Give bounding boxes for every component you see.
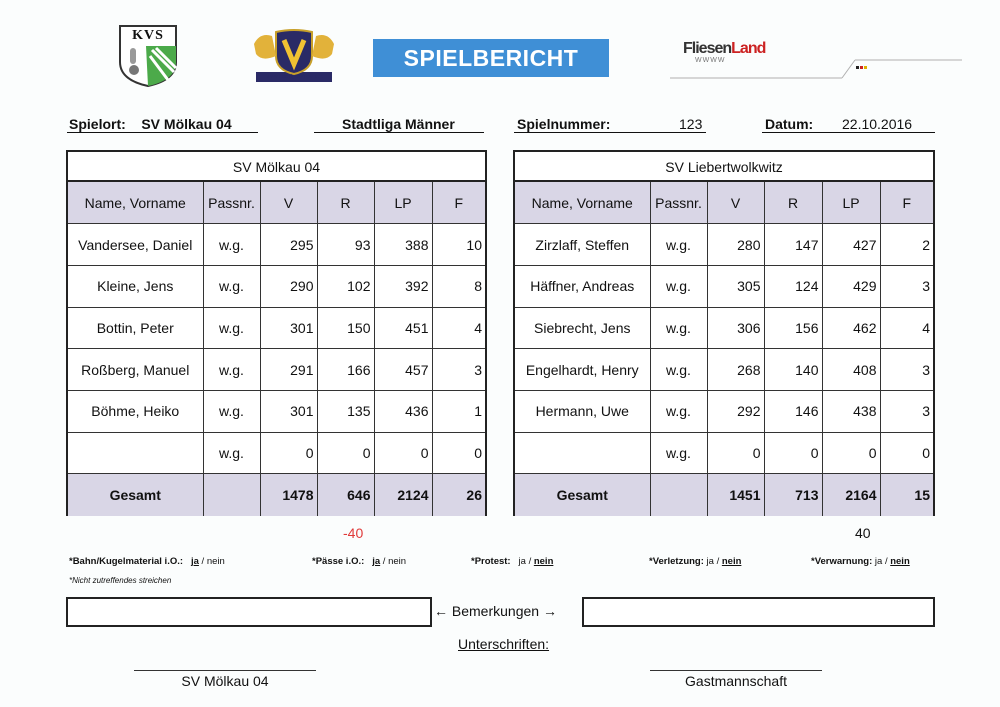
player-v: 301	[260, 307, 317, 349]
player-name	[515, 432, 650, 474]
home-total-row	[68, 474, 485, 516]
table-row	[68, 432, 485, 474]
home-header-row	[68, 182, 485, 224]
player-f: 3	[880, 349, 933, 391]
home-signature-line[interactable]	[134, 670, 316, 671]
player-passnr: w.g.	[203, 265, 260, 307]
player-f: 3	[432, 349, 485, 391]
player-r: 166	[317, 349, 374, 391]
total-f: 26	[432, 474, 485, 516]
col-passnr: Passnr.	[650, 182, 707, 224]
player-passnr: w.g.	[650, 224, 707, 266]
kvs-logo	[116, 22, 180, 88]
player-f: 0	[880, 432, 933, 474]
guest-team-name: SV Liebertwolkwitz	[515, 152, 933, 182]
spielnummer-underline	[514, 132, 706, 133]
player-f: 4	[432, 307, 485, 349]
player-r: 156	[764, 307, 822, 349]
sponsor-subline: WWWW	[695, 57, 726, 64]
player-lp: 427	[822, 224, 880, 266]
player-v: 292	[707, 390, 764, 432]
sponsor-decor-lines	[670, 52, 962, 82]
datum-value: 22.10.2016	[842, 116, 913, 132]
table-row	[515, 224, 933, 266]
player-r: 140	[764, 349, 822, 391]
player-f: 3	[880, 265, 933, 307]
col-name: Name, Vorname	[68, 182, 203, 224]
player-name: Siebrecht, Jens	[515, 307, 650, 349]
player-passnr: w.g.	[203, 390, 260, 432]
player-lp: 438	[822, 390, 880, 432]
spielort-label: Spielort:	[69, 116, 126, 132]
player-f: 0	[432, 432, 485, 474]
table-row	[515, 432, 933, 474]
table-row	[68, 265, 485, 307]
table-row	[68, 224, 485, 266]
player-name: Bottin, Peter	[68, 307, 203, 349]
paesse-ja[interactable]: ja	[372, 556, 381, 567]
player-r: 150	[317, 307, 374, 349]
bahn-label: *Bahn/Kugelmaterial i.O.:	[69, 556, 184, 567]
player-v: 0	[260, 432, 317, 474]
spielnummer-value: 123	[679, 116, 703, 132]
player-passnr: w.g.	[203, 349, 260, 391]
verwarnung-nein[interactable]: nein	[890, 556, 910, 567]
protest-nein[interactable]: nein	[533, 556, 554, 567]
player-name: Engelhardt, Henry	[515, 349, 650, 391]
total-r: 713	[764, 474, 822, 516]
protest-check	[471, 556, 553, 567]
player-passnr: w.g.	[203, 224, 260, 266]
player-lp: 0	[374, 432, 432, 474]
player-v: 301	[260, 390, 317, 432]
home-team-table	[66, 150, 487, 516]
player-f: 10	[432, 224, 485, 266]
liga-value: Stadtliga Männer	[342, 116, 455, 132]
player-passnr: w.g.	[650, 349, 707, 391]
table-row	[68, 390, 485, 432]
verwarnung-ja[interactable]: ja	[874, 556, 883, 567]
player-v: 305	[707, 265, 764, 307]
spielort-value: SV Mölkau 04	[141, 116, 232, 132]
paesse-label: *Pässe i.O.:	[312, 556, 365, 567]
guest-remarks-box[interactable]	[582, 597, 935, 627]
col-f: F	[880, 182, 933, 224]
verletzung-ja[interactable]: ja	[706, 556, 714, 567]
player-passnr: w.g.	[650, 390, 707, 432]
player-name: Vandersee, Daniel	[68, 224, 203, 266]
player-lp: 388	[374, 224, 432, 266]
home-difference: -40	[343, 525, 364, 541]
player-name: Häffner, Andreas	[515, 265, 650, 307]
verwarnung-slash: /	[884, 556, 888, 567]
liga-field	[342, 116, 455, 132]
bahn-slash: /	[201, 556, 205, 567]
remarks-label: ← Bemerkungen →	[434, 603, 557, 619]
player-r: 102	[317, 265, 374, 307]
page-title: SPIELBERICHT	[373, 39, 609, 77]
datum-field	[765, 116, 813, 132]
total-lp: 2124	[374, 474, 432, 516]
player-f: 1	[432, 390, 485, 432]
protest-label: *Protest:	[471, 556, 511, 567]
player-lp: 392	[374, 265, 432, 307]
player-r: 135	[317, 390, 374, 432]
player-r: 124	[764, 265, 822, 307]
spielnummer-label: Spielnummer:	[517, 116, 611, 132]
guest-header-row	[515, 182, 933, 224]
datum-underline	[762, 132, 935, 133]
player-f: 2	[880, 224, 933, 266]
col-passnr: Passnr.	[203, 182, 260, 224]
player-passnr: w.g.	[203, 307, 260, 349]
player-name	[68, 432, 203, 474]
player-v: 268	[707, 349, 764, 391]
col-f: F	[432, 182, 485, 224]
total-label: Gesamt	[68, 474, 203, 516]
home-team-name: SV Mölkau 04	[68, 152, 485, 182]
kvs-logo-text: KVS	[132, 28, 164, 43]
verletzung-label: *Verletzung:	[649, 556, 704, 567]
player-r: 0	[317, 432, 374, 474]
player-lp: 408	[822, 349, 880, 391]
verwarnung-check	[811, 556, 910, 567]
sponsor-logo-part-a: Fliesen	[683, 40, 732, 57]
verletzung-slash: /	[716, 556, 720, 567]
player-name: Roßberg, Manuel	[68, 349, 203, 391]
player-name: Hermann, Uwe	[515, 390, 650, 432]
player-r: 147	[764, 224, 822, 266]
table-row	[515, 265, 933, 307]
bahn-ja[interactable]: ja	[190, 556, 199, 567]
guest-difference: 40	[855, 525, 871, 541]
total-label: Gesamt	[515, 474, 650, 516]
spielort-underline	[67, 132, 258, 133]
total-passnr	[650, 474, 707, 516]
player-passnr: w.g.	[203, 432, 260, 474]
player-name: Böhme, Heiko	[68, 390, 203, 432]
crest-caption: www Leipziger Kegel e.V.	[266, 74, 324, 80]
player-v: 291	[260, 349, 317, 391]
paesse-nein[interactable]: nein	[388, 556, 407, 567]
guest-signature-line[interactable]	[650, 670, 822, 671]
player-v: 295	[260, 224, 317, 266]
col-lp: LP	[374, 182, 432, 224]
home-remarks-box[interactable]	[66, 597, 432, 627]
total-f: 15	[880, 474, 933, 516]
guest-team-table	[513, 150, 935, 516]
player-lp: 436	[374, 390, 432, 432]
player-r: 146	[764, 390, 822, 432]
player-f: 8	[432, 265, 485, 307]
player-v: 280	[707, 224, 764, 266]
bahn-check	[69, 556, 225, 567]
col-v: V	[260, 182, 317, 224]
guest-signature-name: Gastmannschaft	[685, 673, 787, 689]
signatures-label: Unterschriften:	[458, 636, 550, 652]
total-r: 646	[317, 474, 374, 516]
table-row	[68, 307, 485, 349]
verletzung-check	[649, 556, 741, 567]
player-r: 0	[764, 432, 822, 474]
total-passnr	[203, 474, 260, 516]
paesse-check	[312, 556, 406, 567]
total-lp: 2164	[822, 474, 880, 516]
table-row	[515, 349, 933, 391]
spielnummer-field	[517, 116, 610, 132]
sponsor-logo-part-b: Land	[731, 40, 766, 57]
table-row	[515, 307, 933, 349]
player-name: Kleine, Jens	[68, 265, 203, 307]
player-f: 3	[880, 390, 933, 432]
player-name: Zirzlaff, Steffen	[515, 224, 650, 266]
table-row	[515, 390, 933, 432]
player-passnr: w.g.	[650, 432, 707, 474]
col-r: R	[317, 182, 374, 224]
paesse-slash: /	[382, 556, 386, 567]
player-lp: 429	[822, 265, 880, 307]
col-r: R	[764, 182, 822, 224]
liga-underline	[314, 132, 484, 133]
protest-ja[interactable]: ja	[518, 556, 526, 567]
col-name: Name, Vorname	[515, 182, 650, 224]
player-lp: 451	[374, 307, 432, 349]
home-signature-name: SV Mölkau 04	[181, 673, 269, 689]
protest-slash: /	[528, 556, 532, 567]
datum-label: Datum:	[765, 116, 814, 132]
spielort-field	[69, 116, 232, 132]
player-passnr: w.g.	[650, 307, 707, 349]
player-v: 306	[707, 307, 764, 349]
col-v: V	[707, 182, 764, 224]
player-lp: 462	[822, 307, 880, 349]
table-row	[68, 349, 485, 391]
player-lp: 0	[822, 432, 880, 474]
player-passnr: w.g.	[650, 265, 707, 307]
bahn-nein[interactable]: nein	[206, 556, 225, 567]
guest-total-row	[515, 474, 933, 516]
player-f: 4	[880, 307, 933, 349]
total-v: 1451	[707, 474, 764, 516]
player-r: 93	[317, 224, 374, 266]
player-v: 290	[260, 265, 317, 307]
player-lp: 457	[374, 349, 432, 391]
total-v: 1478	[260, 474, 317, 516]
verletzung-nein[interactable]: nein	[721, 556, 742, 567]
footnote: *Nicht zutreffendes streichen	[69, 576, 172, 585]
col-lp: LP	[822, 182, 880, 224]
verwarnung-label: *Verwarnung:	[811, 556, 873, 567]
player-v: 0	[707, 432, 764, 474]
